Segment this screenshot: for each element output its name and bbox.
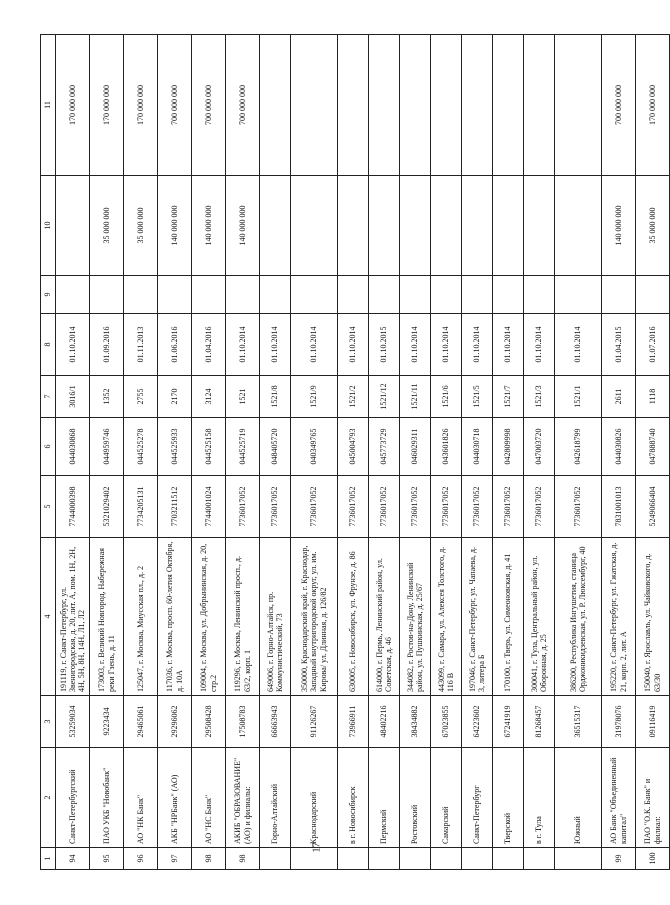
bank-name: Санкт-Петербургский: [56, 748, 90, 848]
amount-11: 170 000 000: [56, 35, 90, 176]
header-cell: 10: [41, 176, 56, 276]
table-row: [524, 35, 555, 870]
amount-11: 700 000 000: [602, 35, 636, 176]
bank-table: [40, 34, 670, 870]
address: 649006, г. Горно-Алтайск, пр. Коммунистический, 73: [260, 538, 291, 696]
col-9: [493, 276, 524, 314]
reg-number: 1521/8: [260, 376, 291, 418]
reg-number: 1521/12: [369, 376, 400, 418]
amount-11: [493, 35, 524, 176]
table-row: [260, 35, 291, 870]
bik: 044525719: [226, 418, 260, 476]
header-cell: 11: [41, 35, 56, 176]
header-cell: 8: [41, 314, 56, 376]
bank-name: Краснодарский: [291, 748, 338, 848]
col-9: [636, 276, 670, 314]
address: 150040, г. Ярославль, ул. Чайковского, д. 63/30: [636, 538, 670, 696]
address: 630005, г. Новосибирск, ул. Фрунзе, д. 86: [338, 538, 369, 696]
bank-name: Ростовский: [400, 748, 431, 848]
bank-name: Горно-Алтайский: [260, 748, 291, 848]
row-number: [462, 848, 493, 870]
amount-10: [56, 176, 90, 276]
table-row: [369, 35, 400, 870]
bik: 044525278: [124, 418, 158, 476]
address: 125047, г. Москва, Миусская пл., д. 2: [124, 538, 158, 696]
inn: 7744000398: [56, 476, 90, 538]
date: 01.10.2014: [400, 314, 431, 376]
inn: 7736017052: [369, 476, 400, 538]
reg-number: 1521/5: [462, 376, 493, 418]
reg-number: 1521/9: [291, 376, 338, 418]
inn: 5321029402: [90, 476, 124, 538]
amount-11: [431, 35, 462, 176]
row-number: 99: [602, 848, 636, 870]
reg-number: 1521/3: [524, 376, 555, 418]
amount-10: 35 000 000: [90, 176, 124, 276]
col-9: [124, 276, 158, 314]
amount-11: [555, 35, 602, 176]
okpo-code: 29465061: [124, 696, 158, 748]
bank-name: Пермский: [369, 748, 400, 848]
address: 443099, г. Самара, ул. Алексея Толстого, д. 116 В: [431, 538, 462, 696]
row-number: [431, 848, 462, 870]
bank-name: ПАО "О.К. Банк" и филиал:: [636, 748, 670, 848]
okpo-code: 17508783: [226, 696, 260, 748]
row-number: [524, 848, 555, 870]
inn: 7736017052: [291, 476, 338, 538]
table-row: [90, 35, 124, 870]
amount-10: [369, 176, 400, 276]
amount-10: 140 000 000: [226, 176, 260, 276]
reg-number: 1521/1: [555, 376, 602, 418]
bik: 047888740: [636, 418, 670, 476]
bik: 045773729: [369, 418, 400, 476]
address: 117036, г. Москва, просп. 60-летия Октября, д. 10А: [158, 538, 192, 696]
header-cell: 9: [41, 276, 56, 314]
table-row: [400, 35, 431, 870]
address: 173003, г. Великий Новгород, Набережная реки Гзень, д. 11: [90, 538, 124, 696]
inn: 7736017052: [431, 476, 462, 538]
bank-name: Южный: [555, 748, 602, 848]
date: 01.10.2014: [493, 314, 524, 376]
amount-11: 700 000 000: [226, 35, 260, 176]
row-number: 98: [192, 848, 226, 870]
okpo-code: 53259034: [56, 696, 90, 748]
col-9: [400, 276, 431, 314]
row-number: 95: [90, 848, 124, 870]
okpo-code: 67023855: [431, 696, 462, 748]
amount-10: 140 000 000: [602, 176, 636, 276]
amount-10: [260, 176, 291, 276]
bank-name: в г. Новосибирск: [338, 748, 369, 848]
date: 01.10.2014: [291, 314, 338, 376]
bik: 044959746: [90, 418, 124, 476]
bank-name: Санкт-Петербург: [462, 748, 493, 848]
address: 170100, г. Тверь, ул. Симеоновская, д. 41: [493, 538, 524, 696]
col-9: [192, 276, 226, 314]
date: 01.07.2016: [636, 314, 670, 376]
col-9: [369, 276, 400, 314]
header-cell: 3: [41, 696, 56, 748]
row-number: [291, 848, 338, 870]
address: 191119, г. Санкт-Петербург, ул. Звенигородская, д. 20, лит. А, пом. 1Н, 2Н, 4Н, 5Н, 8Н, 14Н, Л1, Л2: [56, 538, 90, 696]
header-cell: 6: [41, 418, 56, 476]
date: 01.04.2016: [192, 314, 226, 376]
landscape-table-container: [40, 35, 662, 870]
inn: 7736017052: [493, 476, 524, 538]
table-row: [338, 35, 369, 870]
address: 195220, г. Санкт-Петербург, ул. Гжатская, д. 21, корп. 2, лит. А: [602, 538, 636, 696]
reg-number: 1521/2: [338, 376, 369, 418]
inn: 7736017052: [260, 476, 291, 538]
address: 109004, г. Москва, ул. Добрынинская, д. 20, стр.2: [192, 538, 226, 696]
amount-11: [400, 35, 431, 176]
date: 01.10.2014: [431, 314, 462, 376]
bik: 044525158: [192, 418, 226, 476]
amount-11: 170 000 000: [124, 35, 158, 176]
okpo-code: 48402216: [369, 696, 400, 748]
date: 01.10.2014: [260, 314, 291, 376]
reg-number: 1521: [226, 376, 260, 418]
amount-11: [524, 35, 555, 176]
amount-10: [338, 176, 369, 276]
amount-11: 700 000 000: [158, 35, 192, 176]
amount-10: [291, 176, 338, 276]
okpo-code: 67241919: [493, 696, 524, 748]
amount-10: [431, 176, 462, 276]
bik: 044030718: [462, 418, 493, 476]
row-number: 100: [636, 848, 670, 870]
address: 119296, г. Москва, Ленинский просп., д. 63/2, корп. 1: [226, 538, 260, 696]
table-row: [291, 35, 338, 870]
bank-name: АО Банк "Объединенный капитал": [602, 748, 636, 848]
bik: 048405720: [260, 418, 291, 476]
date: 01.10.2015: [369, 314, 400, 376]
col-9: [90, 276, 124, 314]
date: 01.10.2014: [555, 314, 602, 376]
okpo-code: 29508428: [192, 696, 226, 748]
bank-name: ПАО УКБ "Новобанк": [90, 748, 124, 848]
row-number: [400, 848, 431, 870]
reg-number: 2755: [124, 376, 158, 418]
inn: 7736017052: [524, 476, 555, 538]
date: 01.10.2014: [226, 314, 260, 376]
bik: 042618799: [555, 418, 602, 476]
inn: 7736017052: [338, 476, 369, 538]
amount-10: [555, 176, 602, 276]
okpo-code: 64223602: [462, 696, 493, 748]
amount-10: 35 000 000: [124, 176, 158, 276]
row-number: [555, 848, 602, 870]
col-9: [260, 276, 291, 314]
bank-name: АКИБ "ОБРАЗОВАНИЕ" (АО) и филиалы:: [226, 748, 260, 848]
amount-11: [260, 35, 291, 176]
col-9: [338, 276, 369, 314]
okpo-code: 91126267: [291, 696, 338, 748]
amount-10: 140 000 000: [192, 176, 226, 276]
bik: 045004793: [338, 418, 369, 476]
row-number: [338, 848, 369, 870]
table-row: [493, 35, 524, 870]
amount-11: 700 000 000: [192, 35, 226, 176]
amount-11: 170 000 000: [636, 35, 670, 176]
date: 01.10.2014: [56, 314, 90, 376]
row-number: 96: [124, 848, 158, 870]
okpo-code: 73966911: [338, 696, 369, 748]
date: 01.09.2016: [90, 314, 124, 376]
col-9: [291, 276, 338, 314]
reg-number: 1521/11: [400, 376, 431, 418]
table-row: [431, 35, 462, 870]
inn: 7831001013: [602, 476, 636, 538]
bik: 047003720: [524, 418, 555, 476]
row-number: 98: [226, 848, 260, 870]
date: 01.04.2015: [602, 314, 636, 376]
table-row: [636, 35, 670, 870]
inn: 7734205131: [124, 476, 158, 538]
address: 614000, г. Пермь, Ленинский район, ул. Советская, д. 46: [369, 538, 400, 696]
table-row: [56, 35, 90, 870]
okpo-code: 31978076: [602, 696, 636, 748]
inn: 7736017052: [226, 476, 260, 538]
date: 01.10.2014: [338, 314, 369, 376]
inn: 5249066404: [636, 476, 670, 538]
page-number: 17: [311, 842, 323, 853]
table-row: [192, 35, 226, 870]
date: 01.10.2014: [524, 314, 555, 376]
inn: 7736017052: [462, 476, 493, 538]
bik: 044030868: [56, 418, 90, 476]
reg-number: 1521/6: [431, 376, 462, 418]
address: 386200, Республика Ингушетия, станица Орджоникидзевская, ул. Р. Люксембург, 40: [555, 538, 602, 696]
row-number: 97: [158, 848, 192, 870]
amount-10: [524, 176, 555, 276]
header-cell: 5: [41, 476, 56, 538]
date: 01.06.2016: [158, 314, 192, 376]
bik: 042809998: [493, 418, 524, 476]
inn: 7703211512: [158, 476, 192, 538]
amount-11: [462, 35, 493, 176]
address: 344082, г. Ростов-на-Дону, Ленинский район, ул. Пушкинская, д. 25/67: [400, 538, 431, 696]
date: 01.11.2013: [124, 314, 158, 376]
reg-number: 1521/7: [493, 376, 524, 418]
address: 300041, г. Тула, Центральный район, ул. Оборонная, д. 25: [524, 538, 555, 696]
okpo-code: 38434882: [400, 696, 431, 748]
header-cell: 2: [41, 748, 56, 848]
row-number: [493, 848, 524, 870]
col-9: [602, 276, 636, 314]
table-row: [158, 35, 192, 870]
okpo-code: 29296062: [158, 696, 192, 748]
address: 197046, г. Санкт-Петербург, ул. Чапаева, д. 3, литера Б: [462, 538, 493, 696]
amount-10: [400, 176, 431, 276]
row-number: [369, 848, 400, 870]
bik: 044030826: [602, 418, 636, 476]
bank-name: АО "НК Банк": [124, 748, 158, 848]
bank-name: в г. Тула: [524, 748, 555, 848]
reg-number: 3016/1: [56, 376, 90, 418]
reg-number: 1118: [636, 376, 670, 418]
bank-name: Самарский: [431, 748, 462, 848]
col-9: [226, 276, 260, 314]
row-number: [260, 848, 291, 870]
row-number: 94: [56, 848, 90, 870]
amount-11: [291, 35, 338, 176]
okpo-code: 36515317: [555, 696, 602, 748]
reg-number: 2611: [602, 376, 636, 418]
amount-10: [462, 176, 493, 276]
col-9: [462, 276, 493, 314]
col-9: [555, 276, 602, 314]
reg-number: 3124: [192, 376, 226, 418]
header-cell: 4: [41, 538, 56, 696]
header-cell: 7: [41, 376, 56, 418]
bank-name: Тверской: [493, 748, 524, 848]
date: 01.10.2014: [462, 314, 493, 376]
reg-number: 1352: [90, 376, 124, 418]
inn: 7736017052: [555, 476, 602, 538]
bik: 040349765: [291, 418, 338, 476]
amount-10: 35 000 000: [636, 176, 670, 276]
amount-11: [369, 35, 400, 176]
col-9: [56, 276, 90, 314]
reg-number: 2170: [158, 376, 192, 418]
okpo-code: 81268457: [524, 696, 555, 748]
bank-name: АКБ "НРБанк" (АО): [158, 748, 192, 848]
table-row: [602, 35, 636, 870]
header-cell: 1: [41, 848, 56, 870]
amount-10: [493, 176, 524, 276]
inn: 7744001024: [192, 476, 226, 538]
table-row: [226, 35, 260, 870]
table-row: [462, 35, 493, 870]
bank-name: АО "НС Банк": [192, 748, 226, 848]
col-9: [158, 276, 192, 314]
col-9: [524, 276, 555, 314]
table-row: [555, 35, 602, 870]
bik: 043601826: [431, 418, 462, 476]
bik: 046029311: [400, 418, 431, 476]
bik: 044525933: [158, 418, 192, 476]
okpo-code: 66663943: [260, 696, 291, 748]
col-9: [431, 276, 462, 314]
amount-11: [338, 35, 369, 176]
amount-11: 170 000 000: [90, 35, 124, 176]
inn: 7736017052: [400, 476, 431, 538]
header-row: [41, 35, 56, 870]
table-body: [41, 35, 670, 870]
address: 350000, Краснодарский край, г. Краснодар, Западный внутригородской округ, ул. им. Кирова/ ул. Длинная, д. 126/82: [291, 538, 338, 696]
okpo-code: 09116419: [636, 696, 670, 748]
okpo-code: 9223434: [90, 696, 124, 748]
table-row: [124, 35, 158, 870]
amount-10: 140 000 000: [158, 176, 192, 276]
